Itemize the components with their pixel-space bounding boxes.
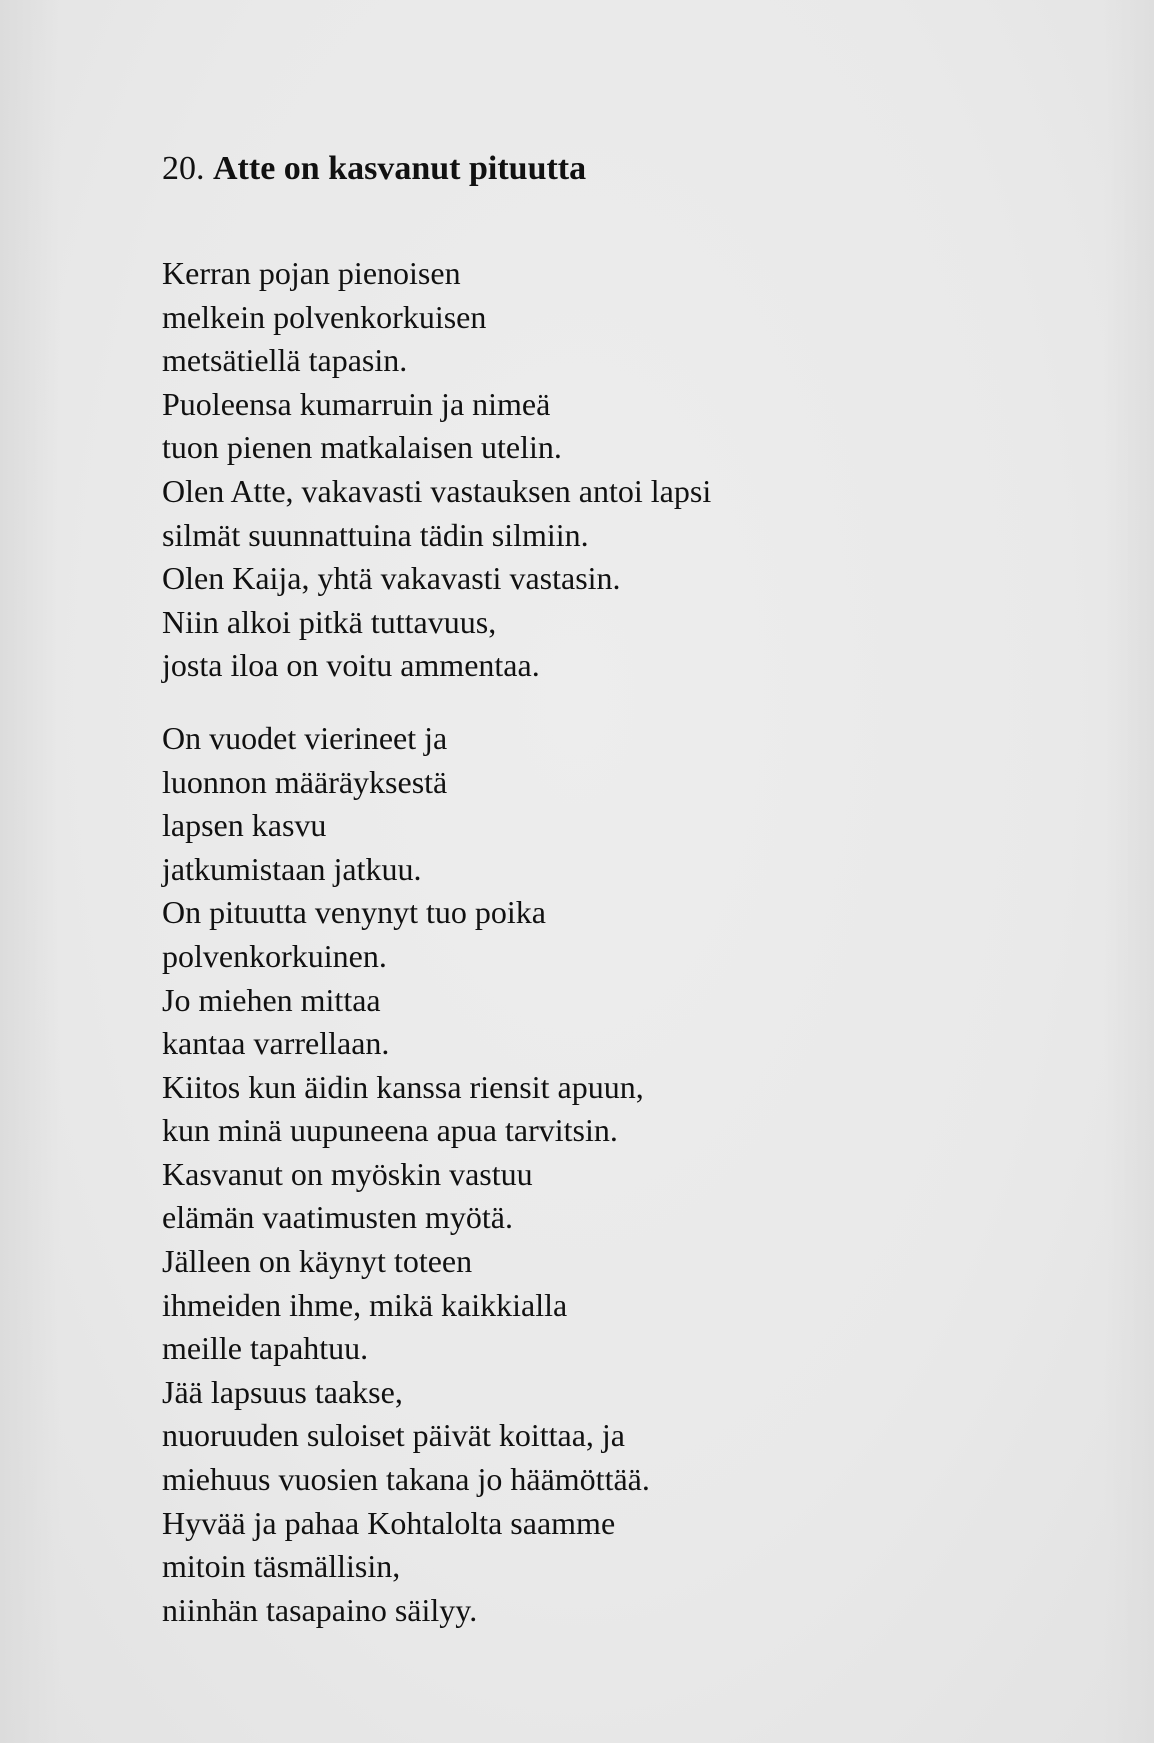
poem-line: miehuus vuosien takana jo häämöttää.: [162, 1461, 650, 1498]
poem-line: metsätiellä tapasin.: [162, 342, 408, 379]
poem-line: Jälleen on käynyt toteen: [162, 1243, 473, 1280]
poem-line: Jää lapsuus taakse,: [162, 1373, 403, 1410]
poem-line: Kerran pojan pienoisen: [162, 255, 461, 291]
poem-line: kun minä uupuneena apua tarvitsin.: [162, 1112, 618, 1149]
poem-line: nuoruuden suloiset päivät koittaa, ja: [162, 1417, 625, 1454]
poem-line: lapsen kasvu: [162, 807, 327, 844]
stanza-1: [162, 252, 1042, 688]
poem-number: 20.: [162, 150, 205, 187]
poem-line: Hyvää ja pahaa Kohtalolta saamme: [162, 1504, 616, 1541]
poem-line: luonnon määräyksestä: [162, 763, 448, 800]
poem-line: On vuodet vierineet ja: [162, 719, 448, 756]
poem-line: ihmeiden ihme, mikä kaikkialla: [162, 1286, 568, 1323]
poem-line: melkein polvenkorkuisen: [162, 298, 487, 335]
poem-line: Kiitos kun äidin kanssa riensit apuun,: [162, 1068, 644, 1105]
stanza-2: [162, 717, 1042, 1632]
poem-line: jatkumistaan jatkuu.: [162, 850, 422, 887]
poem-line: mitoin täsmällisin,: [162, 1548, 401, 1585]
poem-line: polvenkorkuinen.: [162, 937, 387, 974]
poem-line: tuon pienen matkalaisen utelin.: [162, 429, 562, 466]
poem-line: On pituutta venynyt tuo poika: [162, 894, 546, 931]
poem-line: Puoleensa kumarruin ja nimeä: [162, 385, 551, 422]
poem-heading: [162, 152, 586, 186]
poem-line: Jo miehen mittaa: [162, 981, 381, 1018]
poem-line: Olen Kaija, yhtä vakavasti vastasin.: [162, 560, 621, 597]
poem-line: Niin alkoi pitkä tuttavuus,: [162, 603, 497, 640]
poem-line: niinhän tasapaino säilyy.: [162, 1591, 478, 1628]
poem-body: [162, 252, 1042, 1632]
poem-line: kantaa varrellaan.: [162, 1025, 390, 1062]
poem-title: Atte on kasvanut pituutta: [213, 150, 587, 187]
poem-line: Olen Atte, vakavasti vastauksen antoi lapsi: [162, 472, 712, 509]
poem-line: meille tapahtuu.: [162, 1330, 369, 1367]
poem-line: elämän vaatimusten myötä.: [162, 1199, 513, 1236]
poem-line: josta iloa on voitu ammentaa.: [162, 647, 540, 684]
poem-line: Kasvanut on myöskin vastuu: [162, 1155, 533, 1192]
poem-line: silmät suunnattuina tädin silmiin.: [162, 516, 589, 553]
